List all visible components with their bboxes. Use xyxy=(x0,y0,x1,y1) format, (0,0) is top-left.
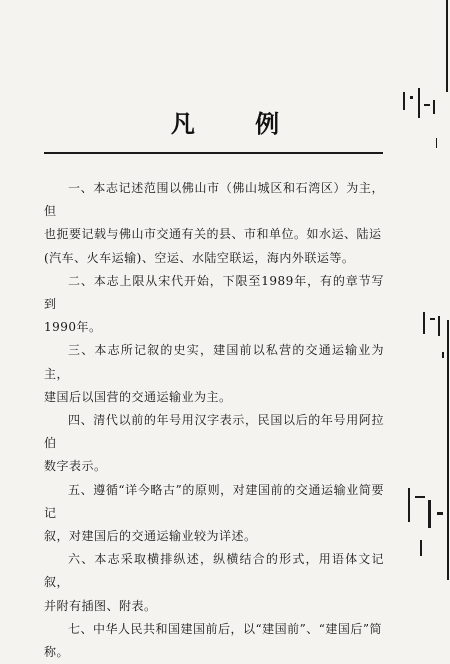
scan-artifact xyxy=(446,0,448,92)
scan-artifact xyxy=(418,88,420,118)
guideline-paragraph-5 xyxy=(44,479,384,549)
text-line: 三、本志所记叙的史实，建国前以私营的交通运输业为主， xyxy=(44,343,384,381)
text-line: 也扼要记载与佛山市交通有关的县、市和单位。如水运、陆运 xyxy=(44,227,382,242)
scan-artifact xyxy=(433,100,435,114)
scan-artifact xyxy=(437,512,443,515)
guideline-paragraph-2 xyxy=(44,270,384,340)
scan-artifact xyxy=(442,352,444,358)
text-line: 四、清代以前的年号用汉字表示，民国以后的年号用阿拉伯 xyxy=(44,413,384,451)
scan-artifact xyxy=(424,104,430,106)
scan-artifact xyxy=(410,96,413,99)
text-line: 并附有插图、附表。 xyxy=(44,598,157,613)
text-line: 五、遵循“详今略古”的原则，对建国前的交通运输业简要记 xyxy=(44,482,384,520)
guideline-paragraph-1 xyxy=(44,177,384,270)
text-line: 二、本志上限从宋代开始，下限至1989年，有的章节写到 xyxy=(44,273,384,312)
scan-artifact xyxy=(415,496,425,498)
guideline-paragraph-3 xyxy=(44,339,384,409)
scan-artifact xyxy=(436,138,437,148)
text-line: 六、本志采取横排纵述，纵横结合的形式，用语体文记叙， xyxy=(44,552,384,590)
text-line: (汽车、火车运输)、空运、水陆空联运，海内外联运等。 xyxy=(44,250,355,265)
page-heading: 凡 例 xyxy=(170,109,306,138)
scan-artifact xyxy=(423,312,425,334)
scan-artifact xyxy=(447,320,449,580)
guideline-paragraph-7 xyxy=(44,618,384,664)
text-line: 一、本志记述范围以佛山市（佛山城区和石湾区）为主，但 xyxy=(44,181,384,219)
scan-artifact xyxy=(438,316,440,336)
text-line: 称。 xyxy=(44,645,70,660)
guidelines-body xyxy=(44,177,384,664)
heading-rule xyxy=(44,152,383,154)
text-line: 叙，对建国后的交通运输业较为详述。 xyxy=(44,529,257,544)
text-line: 七、中华人民共和国建国前后，以“建国前”、“建国后”简 xyxy=(68,621,383,636)
scan-artifact xyxy=(430,318,435,320)
scan-artifact xyxy=(403,92,405,110)
scan-artifact xyxy=(408,488,410,522)
text-line: 建国后以国营的交通运输业为主。 xyxy=(44,389,232,404)
text-line: 1990年。 xyxy=(44,320,102,335)
scan-artifact xyxy=(428,500,431,528)
guideline-paragraph-6 xyxy=(44,548,384,618)
guideline-paragraph-4 xyxy=(44,409,384,479)
text-line: 数字表示。 xyxy=(44,459,107,474)
scan-artifact xyxy=(420,540,422,556)
